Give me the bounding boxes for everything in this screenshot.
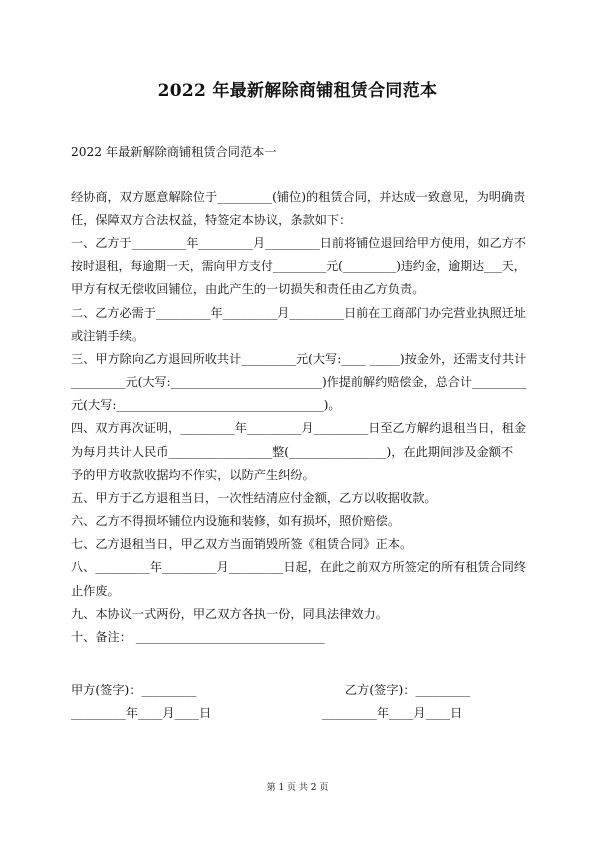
body-line: _________元(大写:_________________________)作提前解约赔偿金，总合计_________ [71,375,527,389]
clause-4: 四、双方再次证明，_________年_________月_________日至乙方解约退租当日，租金 [71,421,527,435]
clause-9: 九、本协议一式两份，甲乙双方各执一份，同具法律效力。 [71,607,388,621]
clause-6: 六、乙方不得损坏铺位内设施和装修，如有损坏，照价赔偿。 [71,514,401,528]
body-line: 任，保障双方合法权益，特签定本协议，条款如下： [71,213,352,227]
party-b-date: _________年____月____日 [322,706,463,720]
clause-8: 八、_________年_________月_________日起，在此之前双方所签定的所有租赁合同终 [71,560,527,574]
clause-7: 七、乙方退租当日，甲乙双方当面销毁所签《租赁合同》正本。 [71,537,413,551]
clause-10-remarks: 十、备注： _______________________________ [71,630,325,644]
body-line: 经协商，双方愿意解除位于_________(铺位)的租赁合同，并达成一致意见，为明确责 [71,190,526,204]
body-line: 元(大写:__________________________________)。 [71,398,341,412]
body-line: 甲方有权无偿收回铺位，由此产生的一切损失和责任由乙方负责。 [71,282,425,296]
clause-2: 二、乙方必需于_________年_________月_________日前在工商部门办完营业执照迁址 [71,306,527,320]
party-a-date: _________年____月____日 [71,706,212,720]
body-line: 为每月共计人民币_________________整(________________)，在此期间涉及金额不 [71,445,514,459]
body-line: 予的甲方收款收据均不作实，以防产生纠纷。 [71,468,315,482]
party-a-signature: 甲方(签字)：_________ [71,683,197,697]
body-line: 按时退租，每逾期一天，需向甲方支付_________元(_________)违约金，逾期达___天， [71,259,526,273]
clause-3: 三、甲方除向乙方退回所收共计_________元(大写:____ _____)按金外，还需支付共计 [71,352,527,366]
document-title: 2022 年最新解除商铺租赁合同范本 [157,81,438,101]
party-b-signature: 乙方(签字)：_________ [345,683,471,697]
body-line: 止作废。 [71,584,120,598]
body-line: 或注销手续。 [71,329,145,343]
page-number: 第 1 页 共 2 页 [266,783,329,793]
document-subtitle: 2022 年最新解除商铺租赁合同范本一 [71,145,277,159]
clause-5: 五、甲方于乙方退租当日，一次性结清应付金额，乙方以收据收款。 [71,491,437,505]
clause-1: 一、乙方于_________年_________月_________日前将铺位退回给甲方使用，如乙方不 [71,236,527,250]
